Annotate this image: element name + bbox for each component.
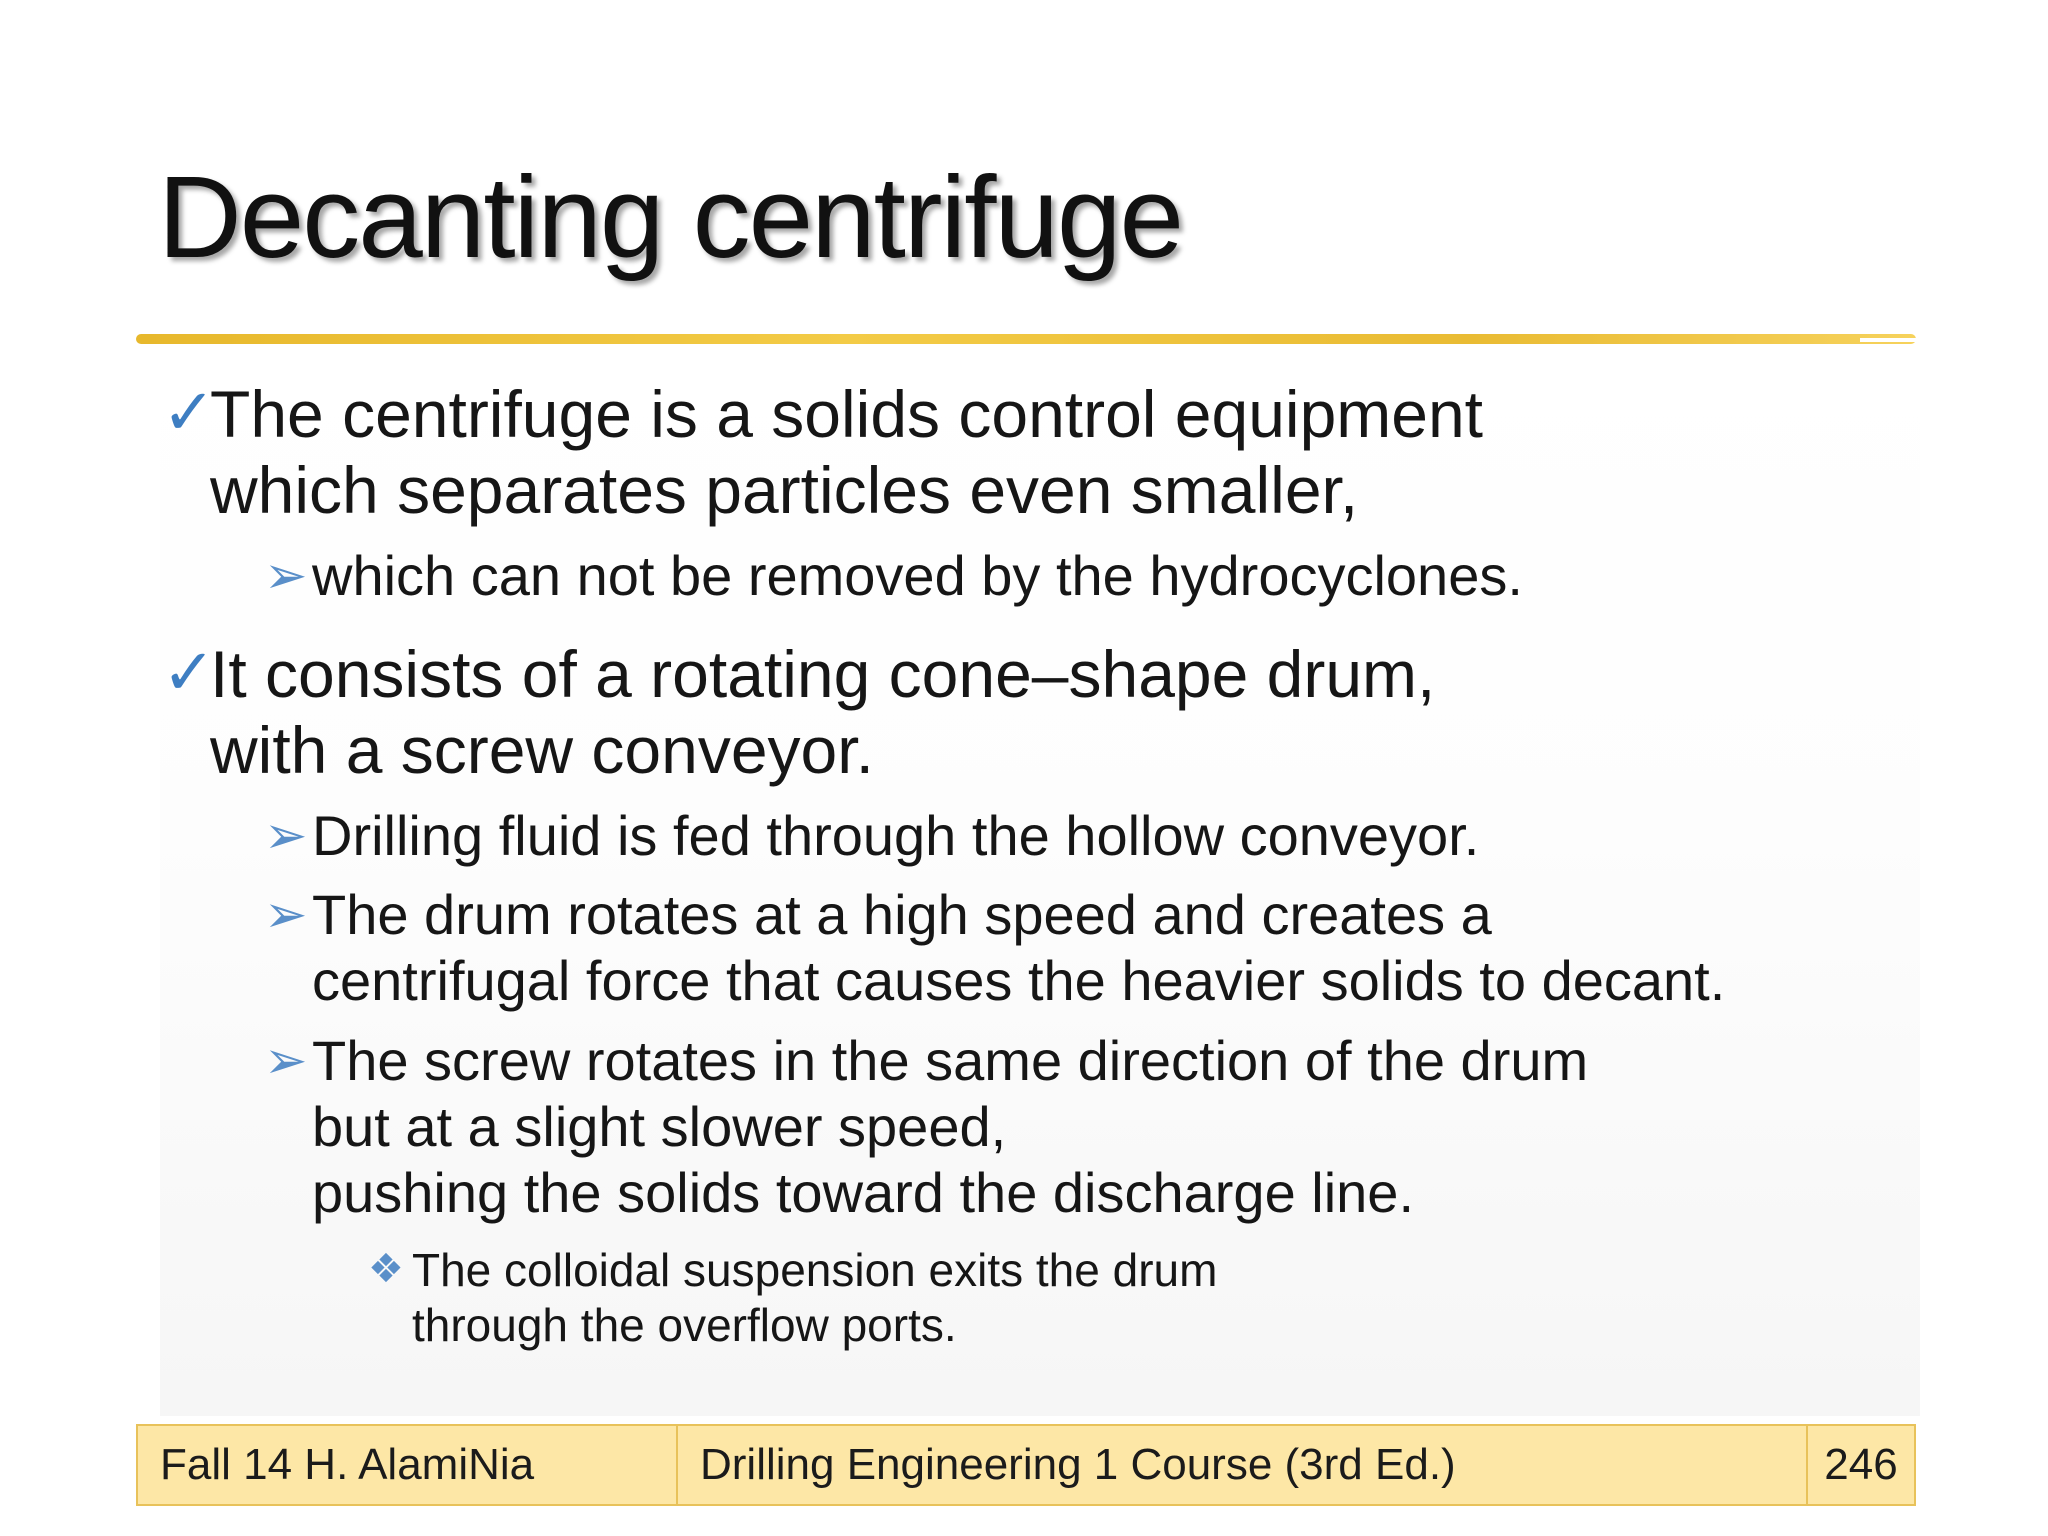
arrow-bullet-icon: ➢ — [264, 807, 308, 865]
subbullet-hydrocyclones — [264, 543, 1523, 609]
bullet-line: which can not be removed by the hydrocyclones. — [312, 544, 1523, 607]
bullet-line: centrifugal force that causes the heavier solids to decant. — [312, 949, 1726, 1012]
arrow-bullet-icon: ➢ — [264, 1032, 308, 1090]
bullet-line: The colloidal suspension exits the drum — [412, 1244, 1218, 1296]
subbullet-screw-rotation — [264, 1028, 1589, 1226]
title-divider — [136, 334, 1916, 344]
bullet-line: which separates particles even smaller, — [210, 453, 1359, 527]
subbullet-feed — [264, 803, 1480, 869]
footer-page-number: 246 — [1824, 1440, 1898, 1489]
footer-course-title: Drilling Engineering 1 Course (3rd Ed.) — [678, 1426, 1808, 1504]
bullet-construction — [162, 636, 1436, 788]
arrow-bullet-icon: ➢ — [264, 886, 308, 944]
subsubbullet-colloidal-suspension — [368, 1243, 1218, 1353]
bullet-line: Drilling fluid is fed through the hollow conveyor. — [312, 804, 1480, 867]
bullet-line: The drum rotates at a high speed and creates a — [312, 883, 1492, 946]
arrow-bullet-icon: ➢ — [264, 547, 308, 605]
bullet-line: pushing the solids toward the discharge line. — [312, 1161, 1415, 1224]
bullet-line: The screw rotates in the same direction of the drum — [312, 1029, 1589, 1092]
slide-footer — [136, 1424, 1916, 1506]
bullet-centrifuge-definition — [162, 376, 1484, 528]
bullet-line: with a screw conveyor. — [210, 713, 874, 787]
checkmark-icon: ✓ — [162, 636, 216, 708]
divider-tail-gap — [1860, 338, 1916, 342]
bullet-line: It consists of a rotating cone–shape drum, — [210, 637, 1436, 711]
bullet-line: but at a slight slower speed, — [312, 1095, 1007, 1158]
bullet-line: through the overflow ports. — [412, 1299, 957, 1351]
diamond-bullet-icon: ❖ — [368, 1247, 404, 1291]
footer-author: Fall 14 H. AlamiNia — [138, 1426, 678, 1504]
slide-title: Decanting centrifuge — [158, 152, 1182, 282]
bullet-line: The centrifuge is a solids control equipment — [210, 377, 1484, 451]
subbullet-drum-rotation — [264, 882, 1726, 1014]
checkmark-icon: ✓ — [162, 376, 216, 448]
